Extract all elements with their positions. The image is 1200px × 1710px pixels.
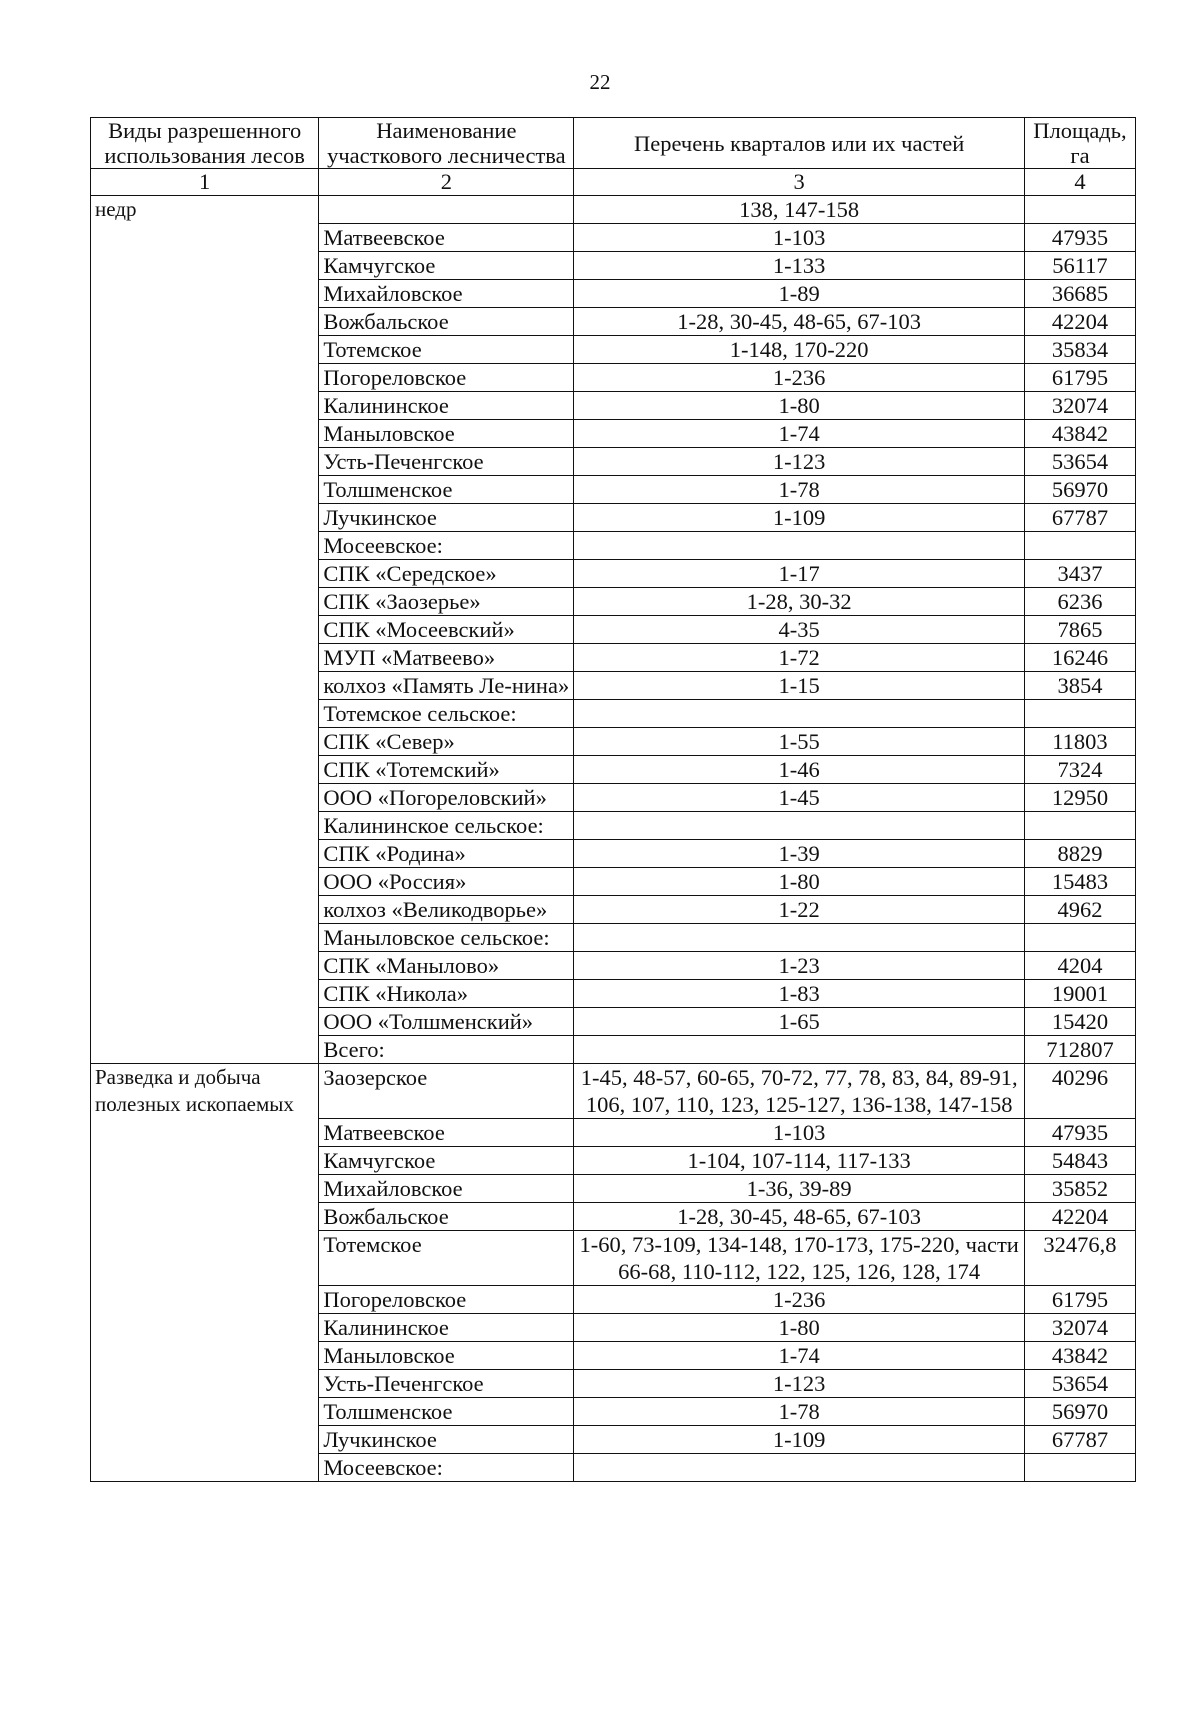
quarters-cell: 1-15 [574,672,1025,700]
forestry-name-cell: СПК «Север» [319,728,574,756]
forestry-name-cell: СПК «Середское» [319,560,574,588]
quarters-cell [574,700,1025,728]
area-cell: 67787 [1024,1426,1135,1454]
area-cell [1024,196,1135,224]
quarters-cell: 1-78 [574,476,1025,504]
forestry-name-cell: СПК «Мосеевский» [319,616,574,644]
quarters-cell: 1-103 [574,1119,1025,1147]
forestry-name-cell: Матвеевское [319,224,574,252]
forestry-name-cell: Усть-Печенгское [319,448,574,476]
area-cell: 61795 [1024,1286,1135,1314]
quarters-cell: 1-36, 39-89 [574,1175,1025,1203]
quarters-cell: 1-236 [574,1286,1025,1314]
area-cell: 7865 [1024,616,1135,644]
quarters-cell: 1-65 [574,1008,1025,1036]
area-cell: 56117 [1024,252,1135,280]
forestry-name-cell: Лучкинское [319,504,574,532]
forestry-name-cell: Вожбальское [319,1203,574,1231]
area-cell: 19001 [1024,980,1135,1008]
area-cell: 61795 [1024,364,1135,392]
quarters-cell: 1-80 [574,868,1025,896]
quarters-cell: 1-45 [574,784,1025,812]
area-cell: 42204 [1024,308,1135,336]
quarters-cell: 1-78 [574,1398,1025,1426]
column-number-row [91,169,1136,196]
forestry-name-cell: Вожбальское [319,308,574,336]
area-cell: 53654 [1024,448,1135,476]
quarters-cell: 1-45, 48-57, 60-65, 70-72, 77, 78, 83, 84, 89-91, 106, 107, 110, 123, 125-127, 136-138, 147-158 [574,1064,1025,1119]
area-cell: 32476,8 [1024,1231,1135,1286]
forestry-name-cell: Заозерское [319,1064,574,1119]
quarters-cell: 1-17 [574,560,1025,588]
quarters-cell: 1-46 [574,756,1025,784]
quarters-cell [574,1036,1025,1064]
forestry-name-cell: СПК «Заозерье» [319,588,574,616]
forestry-name-cell: ООО «Погореловский» [319,784,574,812]
area-cell: 43842 [1024,420,1135,448]
quarters-cell: 1-103 [574,224,1025,252]
forestry-name-cell: Тотемское [319,336,574,364]
forestry-name-cell: СПК «Манылово» [319,952,574,980]
table-row [91,196,1136,224]
forestry-name-cell: ООО «Россия» [319,868,574,896]
area-cell: 35852 [1024,1175,1135,1203]
forestry-name-cell: Маныловское [319,1342,574,1370]
area-cell: 16246 [1024,644,1135,672]
forestry-name-cell: СПК «Никола» [319,980,574,1008]
forestry-name-cell: Мосеевское: [319,532,574,560]
area-cell: 4204 [1024,952,1135,980]
area-cell: 42204 [1024,1203,1135,1231]
area-cell: 32074 [1024,1314,1135,1342]
forestry-name-cell: Толшменское [319,476,574,504]
quarters-cell: 1-28, 30-45, 48-65, 67-103 [574,1203,1025,1231]
area-cell [1024,532,1135,560]
forestry-name-cell: Михайловское [319,280,574,308]
forestry-name-cell [319,196,574,224]
area-cell: 40296 [1024,1064,1135,1119]
forestry-name-cell: Погореловское [319,364,574,392]
quarters-cell [574,924,1025,952]
area-cell: 712807 [1024,1036,1135,1064]
quarters-cell: 1-133 [574,252,1025,280]
area-cell: 32074 [1024,392,1135,420]
quarters-cell [574,812,1025,840]
forestry-name-cell: Всего: [319,1036,574,1064]
quarters-cell: 1-236 [574,364,1025,392]
forestry-name-cell: МУП «Матвеево» [319,644,574,672]
quarters-cell: 1-23 [574,952,1025,980]
quarters-cell [574,532,1025,560]
quarters-cell: 1-89 [574,280,1025,308]
quarters-cell: 1-74 [574,420,1025,448]
quarters-cell: 1-109 [574,1426,1025,1454]
forestry-name-cell: Усть-Печенгское [319,1370,574,1398]
table-body [91,196,1136,1482]
area-cell: 8829 [1024,840,1135,868]
area-cell: 35834 [1024,336,1135,364]
forestry-name-cell: Матвеевское [319,1119,574,1147]
area-cell: 36685 [1024,280,1135,308]
forestry-name-cell: Михайловское [319,1175,574,1203]
area-cell: 3854 [1024,672,1135,700]
forest-use-table [90,117,1136,1482]
header-forestry-name: Наименование участкового лесничества [319,118,574,169]
area-cell: 11803 [1024,728,1135,756]
quarters-cell: 1-74 [574,1342,1025,1370]
area-cell [1024,700,1135,728]
area-cell: 47935 [1024,224,1135,252]
header-row [91,118,1136,169]
forestry-name-cell: колхоз «Великодворье» [319,896,574,924]
header-use-type: Виды разрешенного использования лесов [91,118,319,169]
forestry-name-cell: Камчугское [319,1147,574,1175]
area-cell: 67787 [1024,504,1135,532]
forestry-name-cell: Тотемское [319,1231,574,1286]
quarters-cell: 1-72 [574,644,1025,672]
forestry-name-cell: СПК «Родина» [319,840,574,868]
quarters-cell: 138, 147-158 [574,196,1025,224]
quarters-cell: 1-22 [574,896,1025,924]
use-type-cell: недр [91,196,319,1064]
quarters-cell: 1-60, 73-109, 134-148, 170-173, 175-220, части 66-68, 110-112, 122, 125, 126, 128, 174 [574,1231,1025,1286]
area-cell: 7324 [1024,756,1135,784]
column-number: 1 [91,169,319,196]
header-quarters: Перечень кварталов или их частей [574,118,1025,169]
area-cell: 4962 [1024,896,1135,924]
forestry-name-cell: Лучкинское [319,1426,574,1454]
forestry-name-cell: Тотемское сельское: [319,700,574,728]
area-cell: 6236 [1024,588,1135,616]
quarters-cell: 1-28, 30-32 [574,588,1025,616]
forestry-name-cell: СПК «Тотемский» [319,756,574,784]
forestry-name-cell: Калининское [319,1314,574,1342]
quarters-cell: 1-109 [574,504,1025,532]
forestry-name-cell: Калининское [319,392,574,420]
quarters-cell: 1-55 [574,728,1025,756]
quarters-cell: 1-80 [574,392,1025,420]
area-cell: 56970 [1024,476,1135,504]
table-row [91,1064,1136,1119]
area-cell: 47935 [1024,1119,1135,1147]
forestry-name-cell: Погореловское [319,1286,574,1314]
quarters-cell: 1-80 [574,1314,1025,1342]
forestry-name-cell: Камчугское [319,252,574,280]
area-cell: 54843 [1024,1147,1135,1175]
header-area: Площадь, га [1024,118,1135,169]
quarters-cell: 1-123 [574,1370,1025,1398]
column-number: 4 [1024,169,1135,196]
area-cell [1024,1454,1135,1482]
quarters-cell: 1-83 [574,980,1025,1008]
forestry-name-cell: Маныловское [319,420,574,448]
area-cell [1024,812,1135,840]
area-cell: 43842 [1024,1342,1135,1370]
forestry-name-cell: Мосеевское: [319,1454,574,1482]
forestry-name-cell: Толшменское [319,1398,574,1426]
area-cell: 12950 [1024,784,1135,812]
column-number: 3 [574,169,1025,196]
area-cell: 56970 [1024,1398,1135,1426]
forestry-name-cell: колхоз «Память Ле-нина» [319,672,574,700]
quarters-cell: 4-35 [574,616,1025,644]
use-type-cell: Разведка и добыча полезных ископаемых [91,1064,319,1482]
area-cell [1024,924,1135,952]
forestry-name-cell: ООО «Толшменский» [319,1008,574,1036]
area-cell: 53654 [1024,1370,1135,1398]
page-number: 22 [589,70,611,94]
area-cell: 3437 [1024,560,1135,588]
forestry-name-cell: Маныловское сельское: [319,924,574,952]
quarters-cell: 1-39 [574,840,1025,868]
area-cell: 15483 [1024,868,1135,896]
quarters-cell: 1-123 [574,448,1025,476]
column-number: 2 [319,169,574,196]
quarters-cell: 1-28, 30-45, 48-65, 67-103 [574,308,1025,336]
area-cell: 15420 [1024,1008,1135,1036]
quarters-cell: 1-148, 170-220 [574,336,1025,364]
quarters-cell [574,1454,1025,1482]
forestry-name-cell: Калининское сельское: [319,812,574,840]
quarters-cell: 1-104, 107-114, 117-133 [574,1147,1025,1175]
